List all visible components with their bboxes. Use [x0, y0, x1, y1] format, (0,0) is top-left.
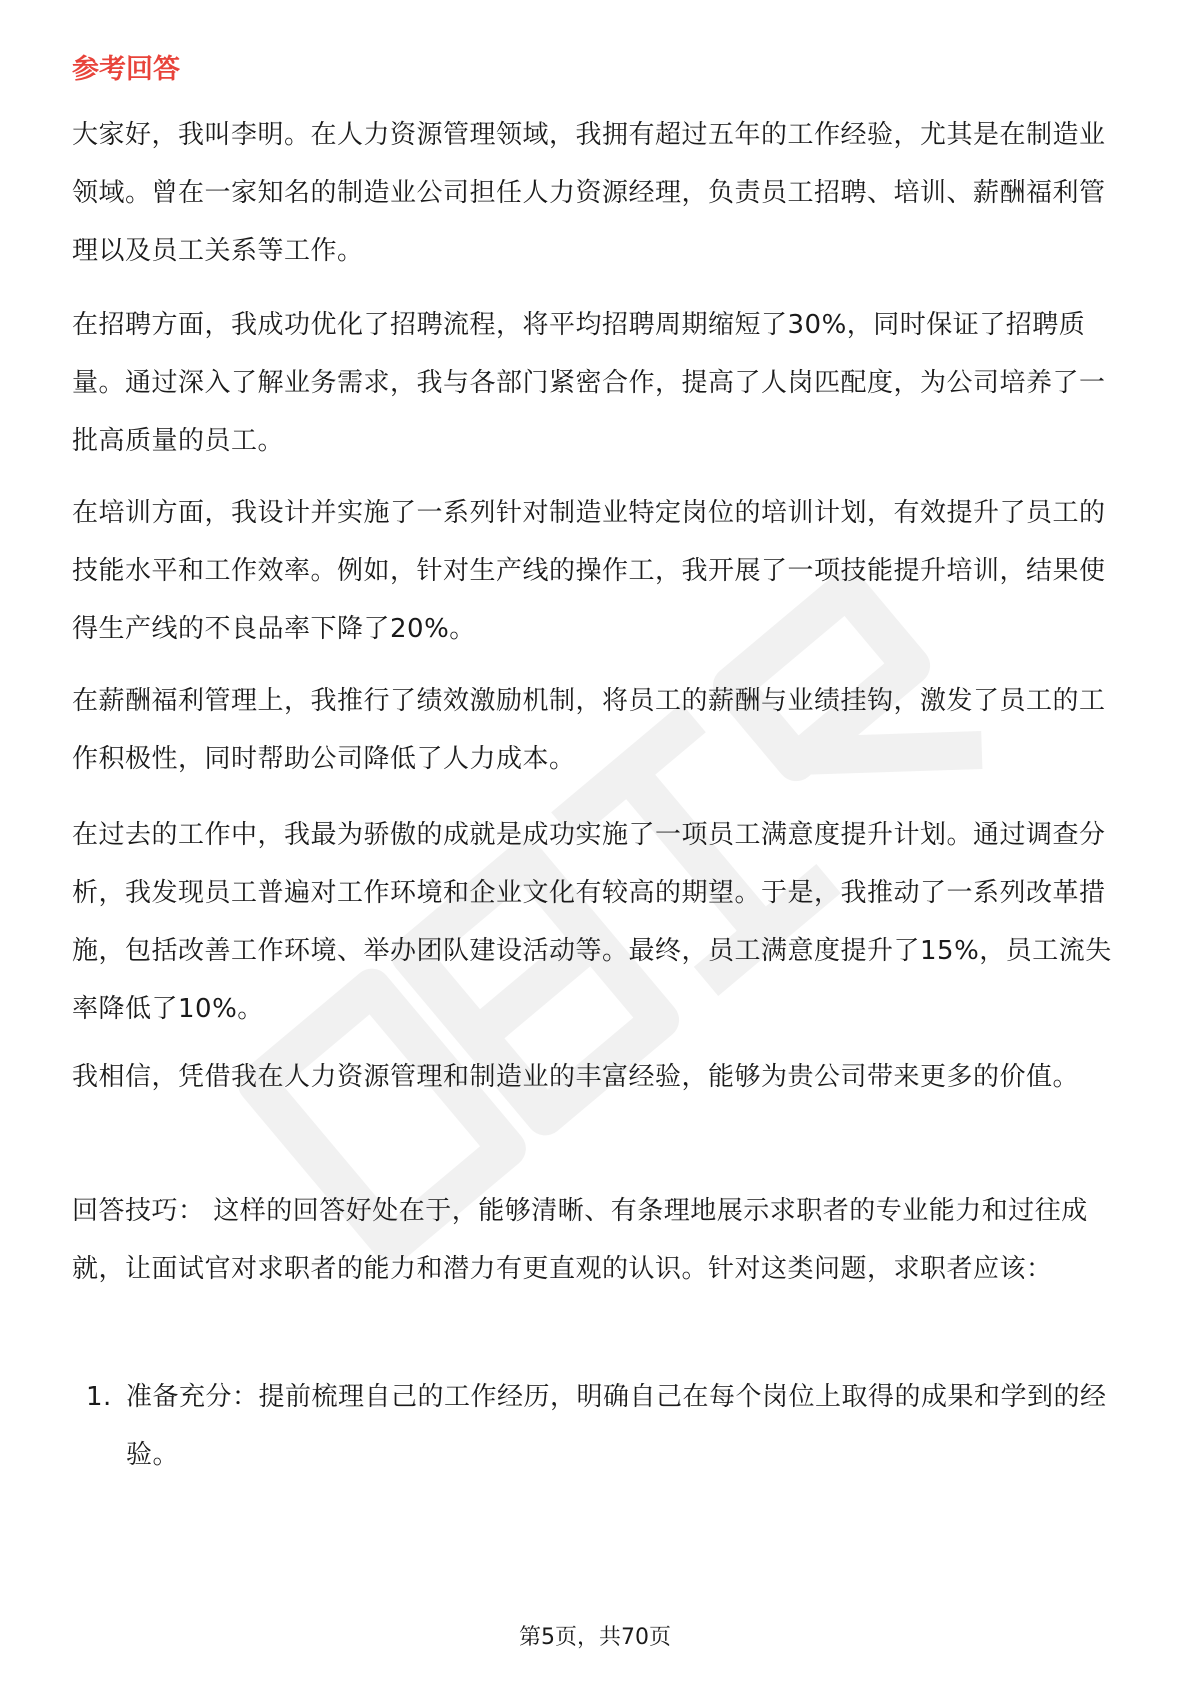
paragraph-achievement: 在过去的工作中，我最为骄傲的成就是成功实施了一项员工满意度提升计划。通过调查分析，我发现员工普遍对工作环境和企业文化有较高的期望。于是，我推动了一系列改革措施，包括改善工作环境、举办团队建设活动等。最终，员工满意度提升了15%，员工流失率降低了10%。 — [72, 820, 1112, 1024]
page-number-footer: 第5页，共70页 — [519, 1625, 671, 1650]
list-item-text: 准备充分：提前梳理自己的工作经历，明确自己在每个岗位上取得的成果和学到的经验。 — [126, 1382, 1107, 1470]
list-item-number: 1. — [86, 1382, 112, 1412]
paragraph-recruitment: 在招聘方面，我成功优化了招聘流程，将平均招聘周期缩短了30%，同时保证了招聘质量。通过深入了解业务需求，我与各部门紧密合作，提高了人岗匹配度，为公司培养了一批高质量的员工。 — [72, 310, 1106, 456]
paragraph-compensation: 在薪酬福利管理上，我推行了绩效激励机制，将员工的薪酬与业绩挂钩，激发了员工的工作积极性，同时帮助公司降低了人力成本。 — [72, 686, 1106, 774]
section-heading: 参考回答 — [72, 54, 180, 85]
paragraph-training: 在培训方面，我设计并实施了一系列针对制造业特定岗位的培训计划，有效提升了员工的技能水平和工作效率。例如，针对生产线的操作工，我开展了一项技能提升培训，结果使得生产线的不良品率下降了20%。 — [72, 498, 1106, 644]
list-item — [86, 1368, 1120, 1484]
paragraph-answer-tips: 回答技巧： 这样的回答好处在于，能够清晰、有条理地展示求职者的专业能力和过往成就，让面试官对求职者的能力和潜力有更直观的认识。针对这类问题，求职者应该： — [72, 1196, 1088, 1284]
paragraph-conclusion: 我相信，凭借我在人力资源管理和制造业的丰富经验，能够为贵公司带来更多的价值。 — [72, 1062, 1080, 1092]
paragraph-intro: 大家好，我叫李明。在人力资源管理领域，我拥有超过五年的工作经验，尤其是在制造业领域。曾在一家知名的制造业公司担任人力资源经理，负责员工招聘、培训、薪酬福利管理以及员工关系等工作。 — [72, 120, 1106, 266]
